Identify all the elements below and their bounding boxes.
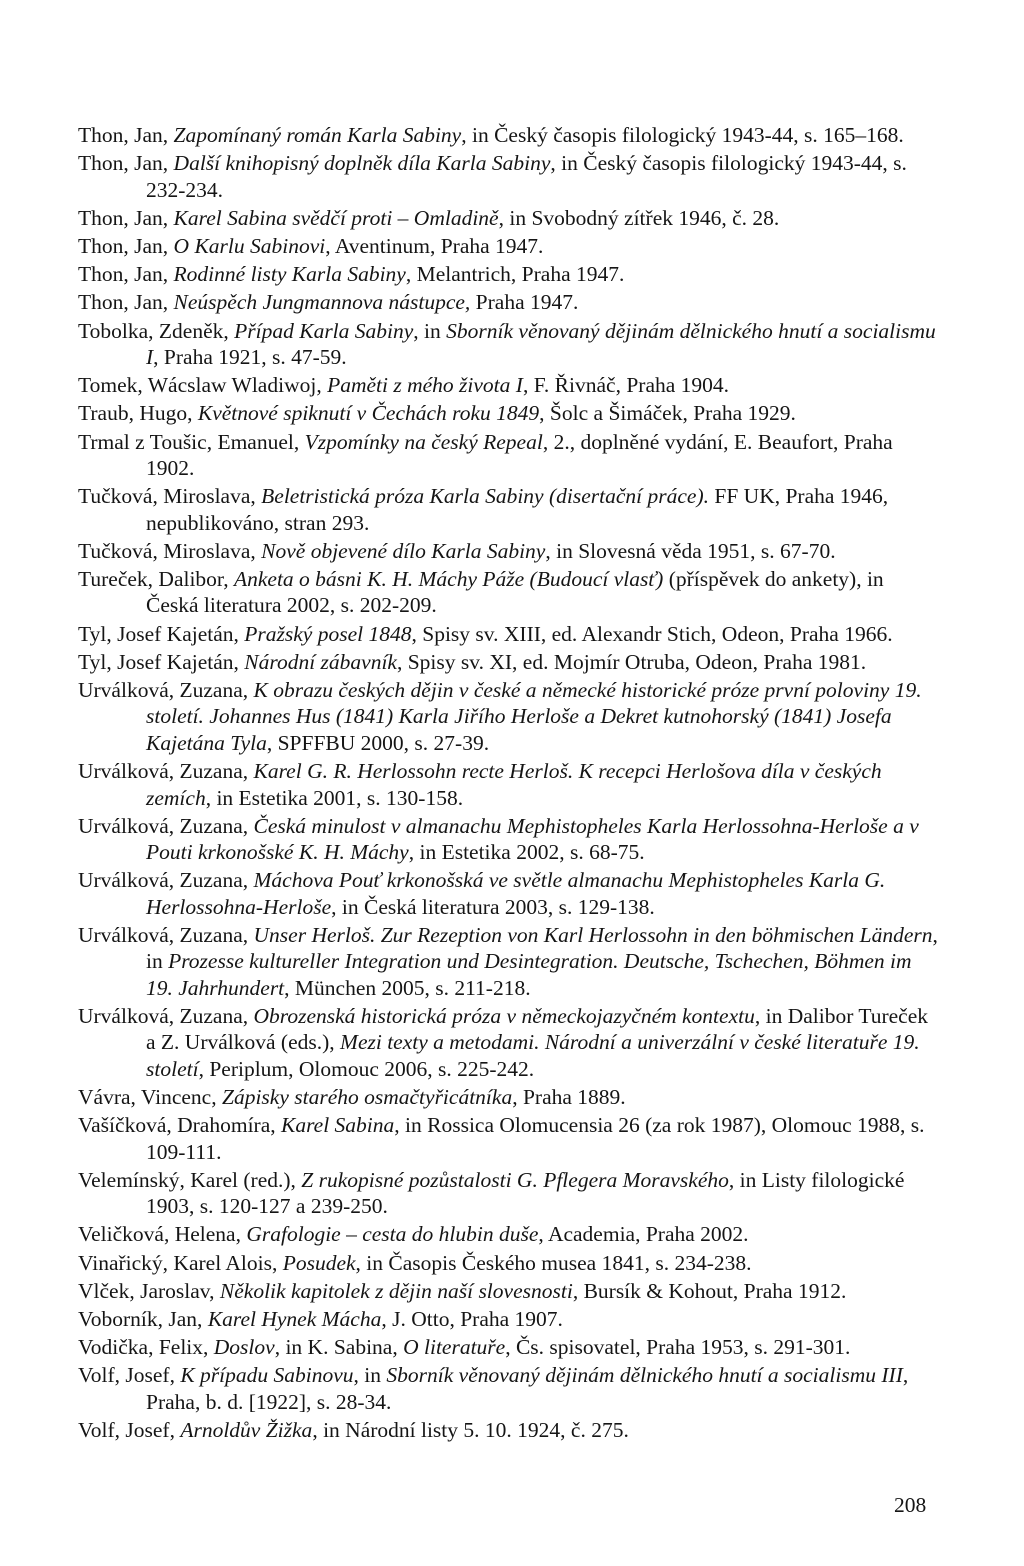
bibliography-entry [78, 205, 938, 231]
entry-text: , in Časopis Českého musea 1841, s. 234-238. [355, 1250, 752, 1275]
bibliography-entry [78, 758, 938, 811]
entry-text: , J. Otto, Praha 1907. [381, 1306, 563, 1331]
bibliography-entry [78, 1306, 938, 1332]
entry-title-italic: Česká minulost v almanachu Mephistopheles Karla Herlossohna-Herloše a v Pouti krkonošské K. H. Máchy [146, 813, 919, 865]
entry-text: , in Český časopis filologický 1943-44, s. 232-234. [146, 151, 907, 202]
entry-text: , Academia, Praha 2002. [538, 1222, 749, 1247]
entry-text: , in Estetika 2001, s. 130-158. [205, 785, 464, 810]
entry-text: Volf, Josef, [78, 1418, 181, 1442]
bibliography-entry [78, 483, 938, 536]
entry-text: , in Česká literatura 2003, s. 129-138. [331, 894, 655, 919]
entry-text: Tobolka, Zdeněk, [78, 318, 235, 343]
entry-text: Thon, Jan, [78, 262, 174, 287]
entry-title-italic: Vzpomínky na český Repeal [304, 429, 543, 454]
bibliography-entry [78, 1112, 938, 1165]
entry-text: , Melantrich, Praha 1947. [405, 262, 625, 287]
bibliography-entry [78, 1221, 938, 1247]
entry-title-italic: Případ Karla Sabiny [234, 318, 414, 343]
entry-text: , Periplum, Olomouc 2006, s. 225-242. [198, 1056, 535, 1081]
entry-title-italic: Další knihopisný doplněk díla Karla Sabiny [173, 151, 551, 176]
bibliography-entry [78, 867, 938, 920]
entry-title-italic: Rodinné listy Karla Sabiny [173, 262, 406, 287]
entry-text: Urválková, Zuzana, [78, 1003, 254, 1028]
bibliography-entry [78, 1250, 938, 1276]
bibliography-entry [78, 318, 938, 371]
entry-text: , Spisy sv. XIII, ed. Alexandr Stich, Odeon, Praha 1966. [411, 621, 893, 646]
entry-text: Volf, Josef, [78, 1363, 181, 1388]
entry-text: , in K. Sabina, [274, 1335, 404, 1360]
entry-text: Traub, Hugo, [78, 401, 198, 426]
entry-text: Thon, Jan, [78, 290, 174, 315]
entry-title-italic: Pražský posel 1848 [244, 621, 412, 646]
bibliography-entry [78, 150, 938, 203]
entry-title-italic: Národní zábavník [244, 649, 397, 674]
entry-text: Trmal z Toušic, Emanuel, [78, 429, 305, 454]
entry-title-italic: O literatuře [403, 1335, 506, 1360]
entry-text: , Praha 1889. [512, 1084, 626, 1109]
entry-text: , 2., doplněné vydání, E. Beaufort, Praha 1902. [146, 429, 893, 481]
entry-text: , in Rossica Olomucensia 26 (za rok 1987), Olomouc 1988, s. 109-111. [146, 1113, 925, 1164]
entry-text: (příspěvek do ankety), in Česká literatura 2002, s. 202-209. [146, 567, 884, 618]
entry-text: , in Listy filologické 1903, s. 120-127 a 239-250. [146, 1167, 905, 1219]
entry-text: , in [413, 318, 447, 343]
entry-text: Velemínský, Karel (red.), [78, 1167, 302, 1192]
entry-title-italic: Nově objevené dílo Karla Sabiny [261, 538, 546, 563]
entry-title-italic: Z rukopisné pozůstalosti G. Pflegera Moravského [301, 1167, 729, 1192]
entry-text: Praha 1947. [470, 290, 579, 315]
entry-title-italic: Sborník věnovaný dějinám dělnického hnutí a socialismu III [386, 1363, 903, 1388]
entry-title-italic: Karel Sabina svědčí proti – Omladině [173, 205, 499, 230]
entry-title-italic: K případu Sabinovu [180, 1363, 354, 1388]
entry-title-italic: Grafologie – cesta do hlubin duše [246, 1222, 539, 1247]
entry-title-italic: Beletristická próza Karla Sabiny (disertační práce). [261, 484, 709, 509]
bibliography-entry [78, 813, 938, 866]
bibliography-entry [78, 233, 938, 259]
entry-text: , Praha 1921, s. 47-59. [153, 345, 347, 370]
bibliography-entry [78, 1417, 938, 1443]
entry-text: Vlček, Jaroslav, [78, 1278, 220, 1303]
entry-text: Tyl, Josef Kajetán, [78, 621, 245, 646]
entry-title-italic: Sborník věnovaný dějinám dělnického hnutí a socialismu I [146, 318, 936, 370]
entry-text: , in Estetika 2002, s. 68-75. [408, 840, 645, 865]
entry-title-italic: Prozesse kultureller Integration und Desintegration. Deutsche, Tschechen, Böhmen im 19. Jahrhundert [146, 949, 912, 1000]
entry-text: Tučková, Miroslava, [78, 538, 262, 563]
bibliography-entry [78, 1084, 938, 1110]
entry-text: Urválková, Zuzana, [78, 922, 254, 947]
bibliography-list [78, 122, 938, 1445]
entry-text: Tyl, Josef Kajetán, [78, 649, 245, 674]
bibliography-entry [78, 649, 938, 675]
entry-text: Vávra, Vincenc, [78, 1084, 222, 1109]
entry-text: Thon, Jan, [78, 205, 174, 230]
entry-text: , in Svobodný zítřek 1946, č. 28. [498, 205, 780, 230]
entry-text: Vodička, Felix, [78, 1335, 214, 1360]
entry-title-italic: Posudek [282, 1250, 356, 1275]
bibliography-entry [78, 677, 938, 756]
entry-text: Tureček, Dalibor, [78, 567, 234, 592]
entry-title-italic: Květnové spiknutí v Čechách roku 1849 [197, 401, 540, 426]
entry-title-italic: Unser Herloš. Zur Rezeption von Karl Herlossohn in den böhmischen Ländern [253, 922, 933, 947]
entry-text: , in Dalibor Tureček a Z. Urválková (eds.), [146, 1003, 929, 1055]
entry-title-italic: Karel Hynek Mácha [207, 1306, 382, 1331]
entry-title-italic: Několik kapitolek z dějin naší slovesnosti [219, 1278, 573, 1303]
page-number: 208 [894, 1493, 927, 1517]
entry-text: Tučková, Miroslava, [78, 484, 262, 509]
entry-title-italic: Doslov [213, 1335, 275, 1360]
entry-text: Vinařický, Karel Alois, [78, 1250, 283, 1275]
entry-title-italic: Karel G. R. Herlossohn recte Herloš. K recepci Herlošova díla v českých zemích [146, 759, 882, 810]
bibliography-entry [78, 122, 938, 148]
entry-text: , Šolc a Šimáček, Praha 1929. [539, 401, 796, 426]
entry-text: , Spisy sv. XI, ed. Mojmír Otruba, Odeon, Praha 1981. [396, 649, 867, 674]
entry-text: , Čs. spisovatel, Praha 1953, s. 291-301. [505, 1335, 851, 1360]
bibliography-entry [78, 1003, 938, 1082]
bibliography-entry [78, 1278, 938, 1304]
entry-text: Veličková, Helena, [78, 1222, 247, 1247]
entry-text: , in Národní listy 5. 10. 1924, č. 275. [312, 1418, 629, 1442]
entry-text: Urválková, Zuzana, [78, 868, 254, 893]
entry-title-italic: O Karlu Sabinovi [173, 234, 326, 259]
bibliography-entry [78, 566, 938, 619]
bibliography-entry [78, 922, 938, 1001]
entry-title-italic: Mezi texty a metodami. Národní a univerzální v české literatuře 19. století [146, 1030, 920, 1081]
entry-text: , in [146, 922, 938, 974]
entry-title-italic: K obrazu českých dějin v české a německé historické próze první poloviny 19. století. Johannes Hus (1841) Karla Jiřího Herloše a Dekret kutnohorský (1841) Josefa Kajetána Tyla [146, 678, 922, 755]
entry-title-italic: Máchova Pouť krkonošská ve světle almanachu Mephistopheles Karla G. Herlossohna-Herloše [146, 868, 886, 919]
entry-text: , in Český časopis filologický 1943-44, s. 165–168. [461, 123, 904, 147]
bibliography-entry [78, 1167, 938, 1220]
bibliography-entry [78, 400, 938, 426]
entry-text: Urválková, Zuzana, [78, 813, 254, 838]
entry-text: , Aventinum, Praha 1947. [325, 234, 544, 259]
entry-text: Urválková, Zuzana, [78, 678, 254, 703]
entry-title-italic: Anketa o básni K. H. Máchy Páže (Budoucí vlasť) [233, 567, 664, 592]
bibliography-entry [78, 429, 938, 482]
entry-title-italic: Karel Sabina [281, 1113, 395, 1138]
bibliography-entry [78, 538, 938, 564]
entry-text: Urválková, Zuzana, [78, 759, 254, 784]
bibliography-entry [78, 621, 938, 647]
entry-text: , Praha, b. d. [1922], s. 28-34. [146, 1363, 909, 1414]
entry-text: Tomek, Wácslaw Wladiwoj, [78, 373, 328, 398]
bibliography-entry [78, 1362, 938, 1415]
entry-text: , SPFFBU 2000, s. 27-39. [266, 730, 490, 755]
entry-title-italic: Obrozenská historická próza v německojazyčném kontextu [253, 1003, 755, 1028]
entry-title-italic: Neúspěch Jungmannova nástupce, [173, 290, 471, 315]
bibliography-entry [78, 261, 938, 287]
entry-text: Thon, Jan, [78, 151, 174, 176]
entry-text: , F. Řivnáč, Praha 1904. [522, 373, 730, 398]
entry-text: Vašíčková, Drahomíra, [78, 1113, 281, 1138]
entry-text: Thon, Jan, [78, 123, 174, 147]
entry-text: , in Slovesná věda 1951, s. 67-70. [545, 538, 836, 563]
entry-title-italic: Arnoldův Žižka [180, 1418, 313, 1442]
entry-text: , Bursík & Kohout, Praha 1912. [572, 1278, 847, 1303]
entry-text: , in [353, 1363, 387, 1388]
entry-title-italic: Paměti z mého života I [327, 373, 523, 398]
entry-text: FF UK, Praha 1946, nepublikováno, stran 293. [146, 484, 889, 535]
entry-text: Thon, Jan, [78, 234, 174, 259]
entry-title-italic: Zápisky starého osmačtyřicátníka [221, 1084, 513, 1109]
entry-text: Voborník, Jan, [78, 1306, 208, 1331]
entry-text: , München 2005, s. 211-218. [284, 975, 531, 1000]
bibliography-entry [78, 1334, 938, 1360]
bibliography-entry [78, 289, 938, 315]
bibliography-entry [78, 372, 938, 398]
entry-title-italic: Zapomínaný román Karla Sabiny [173, 123, 462, 147]
